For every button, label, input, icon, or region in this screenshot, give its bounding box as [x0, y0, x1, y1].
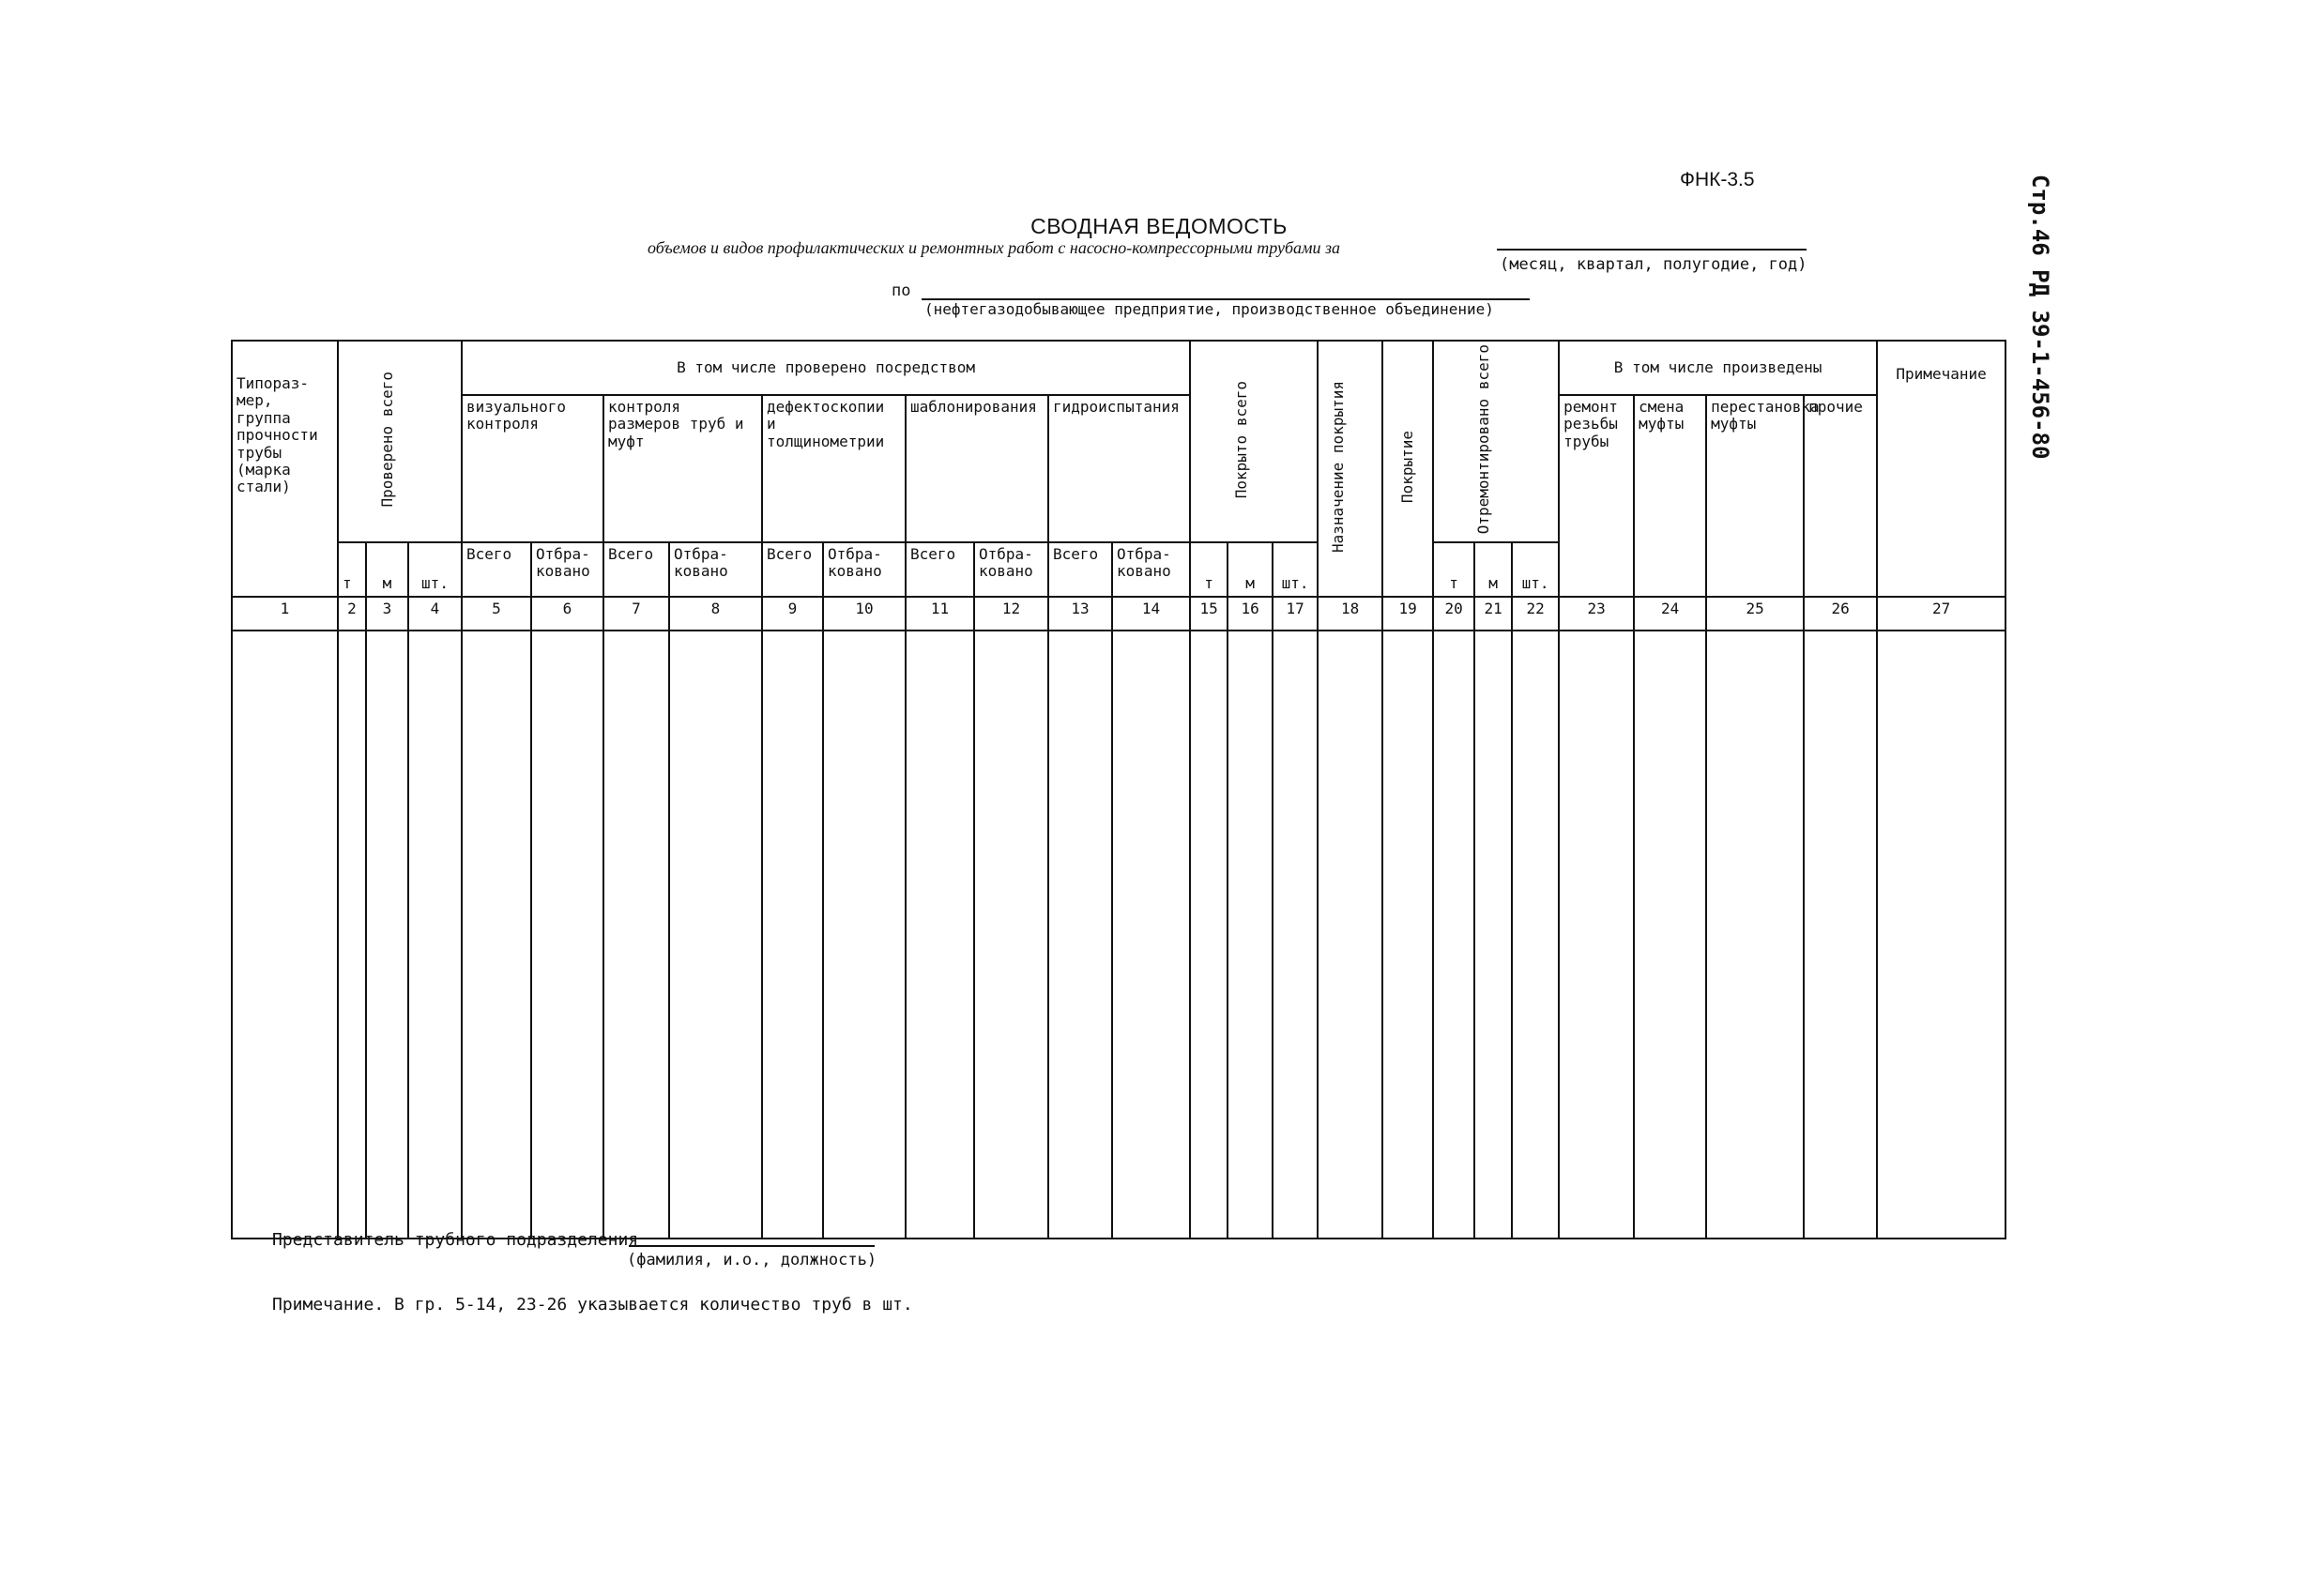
entry-cell[interactable]: [1433, 631, 1474, 1239]
header-smena-mufty: смена муфты: [1634, 395, 1706, 597]
entry-cell[interactable]: [531, 631, 603, 1239]
entry-cell[interactable]: [1228, 631, 1273, 1239]
entry-cell[interactable]: [1112, 631, 1190, 1239]
header-tiporazmer: Типораз-мер, группа прочности трубы (марка стали): [232, 341, 338, 597]
subheader-vsego: Всего: [906, 542, 974, 597]
unit-sht: шт.: [1512, 542, 1559, 597]
entry-cell[interactable]: [1512, 631, 1559, 1239]
entry-cell[interactable]: [823, 631, 906, 1239]
entry-cell[interactable]: [1048, 631, 1112, 1239]
entry-cell[interactable]: [366, 631, 408, 1239]
column-number: 4: [408, 597, 462, 631]
subheader-otbrakovano: Отбра-ковано: [1112, 542, 1190, 597]
subheader-otbrakovano: Отбра-ковано: [974, 542, 1048, 597]
column-number: 16: [1228, 597, 1273, 631]
period-blank-line[interactable]: [1497, 249, 1807, 251]
entry-cell[interactable]: [1190, 631, 1228, 1239]
header-remont-rezby: ремонт резьбы трубы: [1559, 395, 1634, 597]
header-primechanie: Примечание: [1877, 341, 2005, 597]
header-vizualnogo: визуального контроля: [462, 395, 603, 542]
column-number: 3: [366, 597, 408, 631]
entry-cell[interactable]: [1273, 631, 1318, 1239]
representative-label: Представитель трубного подразделения: [272, 1230, 639, 1250]
organization-caption: (нефтегазодобывающее предприятие, производственное объединение): [924, 300, 1494, 318]
footnote: Примечание. В гр. 5-14, 23-26 указывается количество труб в шт.: [272, 1295, 913, 1315]
column-number-row: [232, 597, 2005, 631]
header-perestanovka-mufty: перестановка муфты: [1706, 395, 1804, 597]
entry-cell[interactable]: [669, 631, 762, 1239]
column-number: 22: [1512, 597, 1559, 631]
header-prochie: прочие: [1804, 395, 1877, 597]
column-number: 6: [531, 597, 603, 631]
entry-cell[interactable]: [338, 631, 366, 1239]
column-number: 19: [1382, 597, 1433, 631]
header-pokrytie-text: Покрытие: [1397, 430, 1416, 503]
column-number: 8: [669, 597, 762, 631]
column-number: 1: [232, 597, 338, 631]
summary-table: [231, 340, 2006, 1239]
entry-cell[interactable]: [1474, 631, 1512, 1239]
header-v-tom-chisle-proizvedeny: В том числе произведены: [1559, 341, 1877, 395]
header-gidroispytaniya: гидроиспытания: [1048, 395, 1190, 542]
representative-caption: (фамилия, и.о., должность): [627, 1251, 877, 1269]
column-number: 26: [1804, 597, 1877, 631]
subheader-otbrakovano: Отбра-ковано: [669, 542, 762, 597]
subheader-vsego: Всего: [462, 542, 531, 597]
header-otremontirovano: [1433, 341, 1559, 542]
entry-cell[interactable]: [408, 631, 462, 1239]
column-number: 17: [1273, 597, 1318, 631]
entry-cell[interactable]: [232, 631, 338, 1239]
subheader-otbrakovano: Отбра-ковано: [531, 542, 603, 597]
form-code: ФНК-3.5: [1680, 169, 1755, 190]
unit-m: м: [1474, 542, 1512, 597]
entry-cell[interactable]: [762, 631, 823, 1239]
entry-cell[interactable]: [1706, 631, 1804, 1239]
document-title: СВОДНАЯ ВЕДОМОСТЬ: [1030, 214, 1288, 238]
entry-cell[interactable]: [1804, 631, 1877, 1239]
header-provereno-vsego: [338, 341, 462, 542]
header-kontrolya-razmerov: контроля размеров труб и муфт: [603, 395, 762, 542]
column-number: 21: [1474, 597, 1512, 631]
subheader-vsego: Всего: [1048, 542, 1112, 597]
column-number: 18: [1318, 597, 1382, 631]
column-number: 2: [338, 597, 366, 631]
representative-blank-line[interactable]: [629, 1245, 875, 1247]
header-otremontirovano-text: Отремонтировано всего: [1474, 344, 1493, 535]
entry-cell[interactable]: [462, 631, 531, 1239]
entry-cell[interactable]: [1634, 631, 1706, 1239]
header-v-tom-chisle-provereno: В том числе проверено посредством: [462, 341, 1190, 395]
subheader-otbrakovano: Отбра-ковано: [823, 542, 906, 597]
column-number: 20: [1433, 597, 1474, 631]
column-number: 7: [603, 597, 669, 631]
unit-sht: шт.: [408, 542, 462, 597]
header-naznachenie-pokrytiya: [1318, 341, 1382, 597]
entry-cell[interactable]: [974, 631, 1048, 1239]
entry-cell[interactable]: [1318, 631, 1382, 1239]
column-number: 23: [1559, 597, 1634, 631]
entry-cell[interactable]: [1382, 631, 1433, 1239]
entry-cell[interactable]: [906, 631, 974, 1239]
period-caption: (месяц, квартал, полугодие, год): [1500, 255, 1807, 274]
column-number: 24: [1634, 597, 1706, 631]
unit-t: т: [1190, 542, 1228, 597]
subheader-vsego: Всего: [762, 542, 823, 597]
entry-cell[interactable]: [1877, 631, 2005, 1239]
column-number: 10: [823, 597, 906, 631]
unit-sht: шт.: [1273, 542, 1318, 597]
header-pokrytie: [1382, 341, 1433, 597]
header-naznachenie-pokrytiya-text: Назначение покрытия: [1328, 380, 1347, 553]
subheader-vsego: Всего: [603, 542, 669, 597]
document-subtitle: объемов и видов профилактических и ремонтных работ с насосно-компрессорными трубами за: [648, 238, 1341, 257]
column-number: 5: [462, 597, 531, 631]
column-number: 27: [1877, 597, 2005, 631]
column-number: 14: [1112, 597, 1190, 631]
column-number: 9: [762, 597, 823, 631]
unit-t: т: [338, 542, 366, 597]
column-number: 13: [1048, 597, 1112, 631]
header-defektoskopii: дефектоскопии и толщинометрии: [762, 395, 906, 542]
page-reference: Стр.46 РД 39-1-456-80: [2027, 175, 2053, 460]
data-entry-row: [232, 631, 2005, 1239]
header-provereno-vsego-text: Проверено всего: [378, 371, 396, 508]
header-shablonirovaniya: шаблонирования: [906, 395, 1048, 542]
entry-cell[interactable]: [1559, 631, 1634, 1239]
header-pokryto-vsego-text: Покрыто всего: [1232, 380, 1251, 498]
unit-m: м: [366, 542, 408, 597]
column-number: 12: [974, 597, 1048, 631]
column-number: 25: [1706, 597, 1804, 631]
column-number: 11: [906, 597, 974, 631]
column-number: 15: [1190, 597, 1228, 631]
po-label: по: [892, 281, 911, 300]
entry-cell[interactable]: [603, 631, 669, 1239]
header-pokryto-vsego: [1190, 341, 1318, 542]
unit-m: м: [1228, 542, 1273, 597]
unit-t: т: [1433, 542, 1474, 597]
